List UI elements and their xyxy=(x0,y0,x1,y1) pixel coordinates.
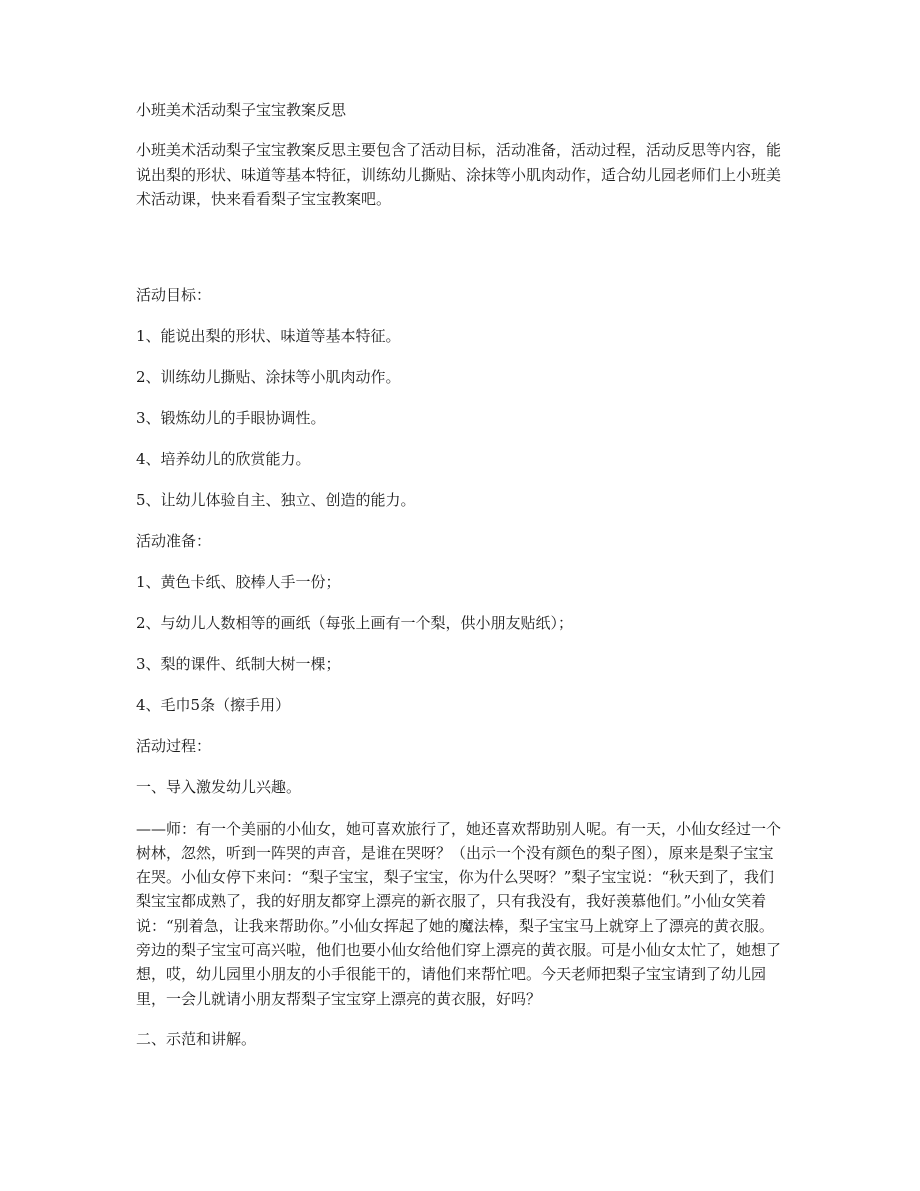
preparation-item: 4、毛巾5条（擦手用） xyxy=(136,695,291,714)
goal-item: 4、培养幼儿的欣赏能力。 xyxy=(136,449,311,468)
goal-item: 5、让幼儿体验自主、独立、创造的能力。 xyxy=(136,490,416,509)
preparation-item: 1、黄色卡纸、胶棒人手一份； xyxy=(136,572,341,591)
process-step-heading: 一、导入激发幼儿兴趣。 xyxy=(136,777,302,796)
goal-item: 2、训练幼儿撕贴、涂抹等小肌肉动作。 xyxy=(136,367,401,386)
goal-item: 3、锻炼幼儿的手眼协调性。 xyxy=(136,408,326,427)
process-step-heading: 二、示范和讲解。 xyxy=(136,1030,257,1049)
intro-paragraph: 小班美术活动梨子宝宝教案反思主要包含了活动目标，活动准备，活动过程，活动反思等内容，能说出梨的形状、味道等基本特征，训练幼儿撕贴、涂抹等小肌肉动作，适合幼儿园老师们上小班美术活动课，快来看看梨子宝宝教案吧。 xyxy=(136,141,782,208)
preparation-item: 3、梨的课件、纸制大树一棵； xyxy=(136,654,341,673)
preparation-item: 2、与幼儿人数相等的画纸（每张上画有一个梨，供小朋友贴纸）； xyxy=(136,613,574,632)
preparation-heading: 活动准备： xyxy=(136,531,212,550)
story-paragraph: ——师：有一个美丽的小仙女，她可喜欢旅行了，她还喜欢帮助别人呢。有一天，小仙女经过一个树林，忽然，听到一阵哭的声音，是谁在哭呀？（出示一个没有颜色的梨子图），原来是梨子宝宝在哭。小仙女停下来问：“梨子宝宝，梨子宝宝，你为什么哭呀？”梨子宝宝说：“秋天到了，我们梨宝宝都成熟了，我的好朋友都穿上漂亮的新衣服了，只有我没有，我好羡慕他们。”小仙女笑着说：“别着急，让我来帮助你。”小仙女挥起了她的魔法棒，梨子宝宝马上就穿上了漂亮的黄衣服。旁边的梨子宝宝可高兴啦，他们也要小仙女给他们穿上漂亮的黄衣服。可是小仙女太忙了，她想了想，哎，幼儿园里小朋友的小手很能干的，请他们来帮忙吧。今天老师把梨子宝宝请到了幼儿园里，一会儿就请小朋友帮梨子宝宝穿上漂亮的黄衣服，好吗？ xyxy=(136,819,782,1008)
goals-heading: 活动目标： xyxy=(136,285,212,304)
document-title: 小班美术活动梨子宝宝教案反思 xyxy=(136,101,347,119)
process-heading: 活动过程： xyxy=(136,736,212,755)
goal-item: 1、能说出梨的形状、味道等基本特征。 xyxy=(136,326,401,345)
document-page xyxy=(136,98,786,1069)
